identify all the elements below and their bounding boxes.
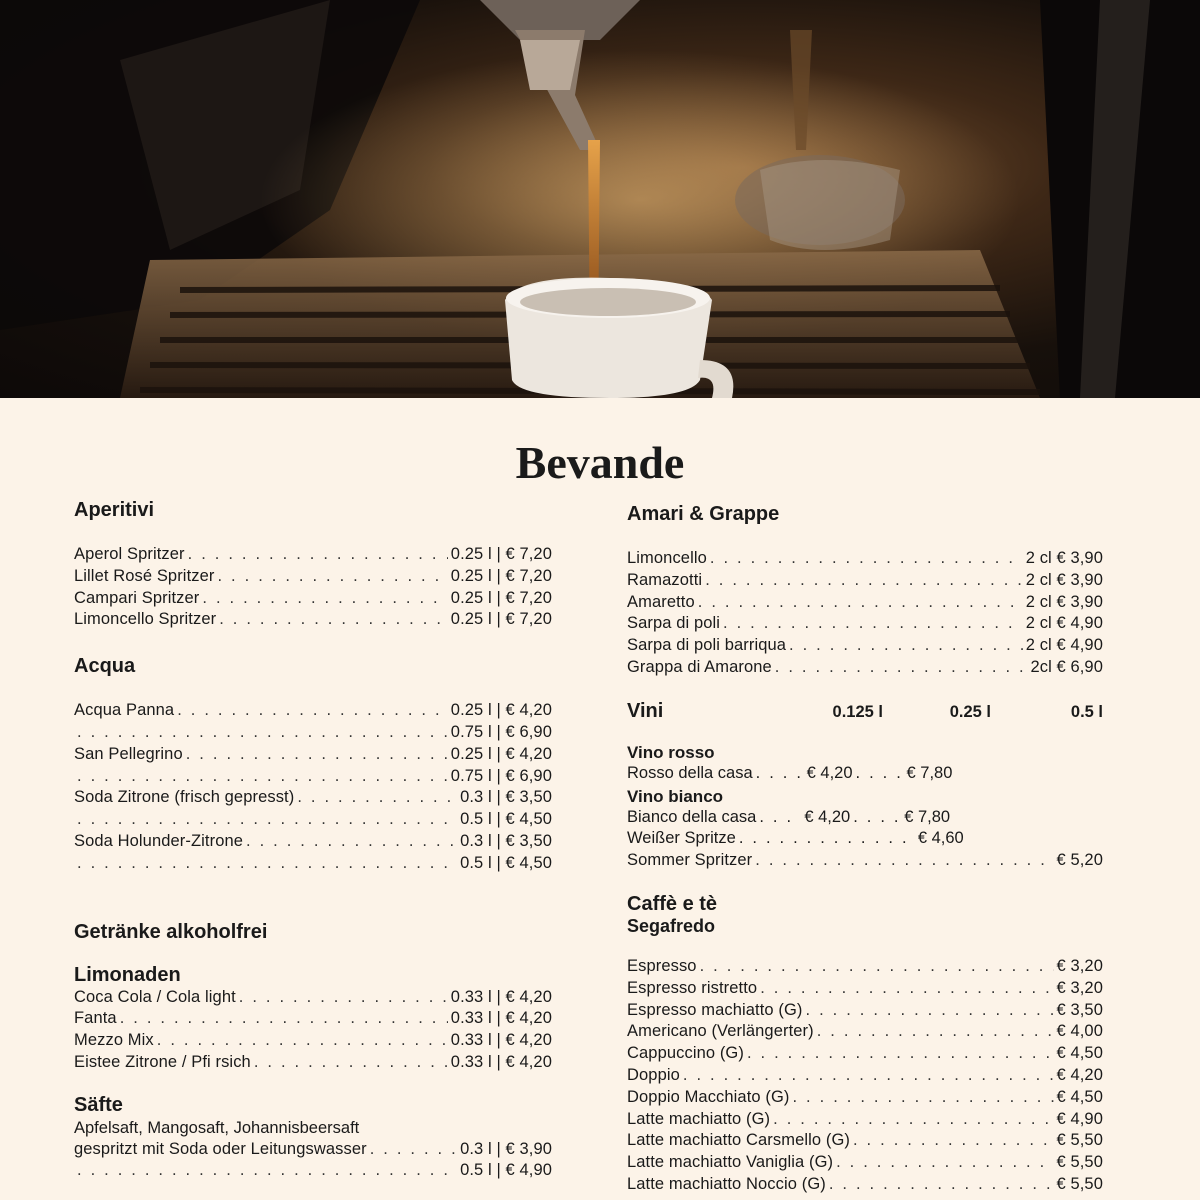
acqua-list <box>74 701 552 875</box>
section-acqua-heading: Acqua <box>74 655 136 678</box>
leader-dots <box>856 764 904 783</box>
item-name: Doppio Macchiato (G) <box>627 1087 790 1106</box>
item-price: € 3,20 <box>1056 978 1103 997</box>
menu-item <box>627 1153 1103 1175</box>
menu-item <box>627 593 1103 615</box>
item-price: 0.5 l | € 4,50 <box>460 810 552 829</box>
item-price: € 5,50 <box>1056 1153 1103 1172</box>
item-price-0125: € 4,20 <box>806 763 853 782</box>
vini-col-05: 0.5 l <box>1070 702 1103 721</box>
leader-dots <box>710 549 1023 568</box>
menu-item <box>627 957 1103 979</box>
item-name: Latte machiatto Vaniglia (G) <box>627 1153 834 1172</box>
menu-item <box>627 1022 1103 1044</box>
item-price: € 5,50 <box>1056 1174 1103 1193</box>
leader-dots <box>853 1131 1054 1150</box>
item-price: 0.75 l | € 6,90 <box>450 722 552 741</box>
item-name: Espresso ristretto <box>627 978 758 997</box>
menu-item <box>74 854 552 876</box>
menu-item <box>74 567 552 589</box>
vino-bianco-heading: Vino bianco <box>627 786 724 806</box>
menu-item <box>627 571 1103 593</box>
leader-dots <box>723 614 1023 633</box>
page-title: Bevande <box>515 437 685 488</box>
item-price: € 4,50 <box>1056 1044 1103 1063</box>
menu-item <box>627 829 1103 851</box>
section-aperitivi-heading: Aperitivi <box>74 499 155 521</box>
item-price: 2 cl € 3,90 <box>1025 592 1103 611</box>
item-price: 0.3 l | € 3,50 <box>460 831 552 850</box>
saefte-description: Apfelsaft, Mangosaft, Johannisbeersaft <box>74 1118 360 1137</box>
leader-dots <box>789 636 1023 655</box>
aperitivi-list <box>74 545 552 632</box>
item-price: 0.75 l | € 6,90 <box>450 766 552 785</box>
section-saefte-heading: Säfte <box>74 1093 123 1116</box>
item-name: Latte machiatto Noccio (G) <box>627 1174 826 1193</box>
item-price: 2 cl € 4,90 <box>1025 636 1103 655</box>
item-name: Espresso machiatto (G) <box>627 1000 803 1019</box>
item-price: € 5,20 <box>1056 851 1103 870</box>
leader-dots <box>120 1009 448 1028</box>
menu-item <box>627 1175 1103 1197</box>
leader-dots <box>756 764 804 783</box>
item-name: Bianco della casa <box>627 807 757 826</box>
leader-dots <box>217 567 447 586</box>
item-name: Limoncello <box>627 549 707 567</box>
leader-dots <box>700 957 1054 976</box>
item-name: Sarpa di poli <box>627 614 721 633</box>
menu-item <box>627 1110 1103 1132</box>
menu-item <box>74 745 552 767</box>
leader-dots <box>77 1161 457 1180</box>
leader-dots <box>77 767 448 786</box>
item-price: € 4,20 <box>1056 1065 1103 1084</box>
item-price: 0.33 l | € 4,20 <box>450 987 552 1006</box>
caffe-list <box>627 957 1103 1197</box>
menu-item <box>627 808 1103 830</box>
item-price: € 4,90 <box>1056 1109 1103 1128</box>
menu-item <box>74 723 552 745</box>
item-price: 0.33 l | € 4,20 <box>450 1009 552 1028</box>
item-name: Ramazotti <box>627 570 703 589</box>
menu-item <box>627 764 1103 786</box>
menu-item <box>627 1088 1103 1110</box>
item-price-0125: € 4,20 <box>804 807 851 826</box>
item-price-025: € 4,60 <box>917 829 964 848</box>
item-price: 0.25 l | € 7,20 <box>450 566 552 585</box>
menu-item <box>74 1161 552 1183</box>
item-price: 0.25 l | € 7,20 <box>450 588 552 607</box>
menu-item <box>74 1009 552 1031</box>
item-price: 0.3 l | € 3,90 <box>460 1139 552 1158</box>
menu-item <box>74 767 552 789</box>
item-name: Soda Holunder-Zitrone <box>74 831 244 850</box>
item-name: Doppio <box>627 1065 680 1084</box>
leader-dots <box>773 1110 1053 1129</box>
item-name: gespritzt mit Soda oder Leitungswasser <box>74 1139 367 1158</box>
menu-item <box>627 851 1103 873</box>
item-name: Fanta <box>74 1009 117 1028</box>
item-price: 0.25 l | € 4,20 <box>450 744 552 763</box>
leader-dots <box>775 658 1028 677</box>
leader-dots <box>705 571 1023 590</box>
leader-dots <box>77 854 457 873</box>
item-name: Mezzo Mix <box>74 1031 154 1050</box>
item-price-025: € 7,80 <box>906 763 953 782</box>
menu-item <box>627 979 1103 1001</box>
leader-dots <box>755 851 1053 870</box>
leader-dots <box>254 1053 448 1072</box>
leader-dots <box>806 1001 1054 1020</box>
item-name: Grappa di Amarone <box>627 657 772 676</box>
leader-dots <box>683 1066 1054 1085</box>
leader-dots <box>297 788 457 807</box>
leader-dots <box>853 808 901 827</box>
item-name: Lillet Rosé Spritzer <box>74 566 215 585</box>
menu-item <box>627 614 1103 636</box>
leader-dots <box>792 1088 1053 1107</box>
item-name: Limoncello Spritzer <box>74 610 217 629</box>
item-name: Soda Zitrone (frisch gepresst) <box>74 788 295 807</box>
item-name: Sarpa di poli barriqua <box>627 636 787 655</box>
item-name: Eistee Zitrone / Pfi rsich <box>74 1052 251 1071</box>
leader-dots <box>759 808 801 827</box>
item-name: Americano (Verlängerter) <box>627 1022 814 1041</box>
item-name: Aperol Spritzer <box>74 545 185 563</box>
leader-dots <box>186 745 448 764</box>
menu-item <box>627 1131 1103 1153</box>
item-name: Amaretto <box>627 592 695 611</box>
limonaden-list <box>74 988 552 1075</box>
menu-item <box>74 545 552 567</box>
hero-espresso-photo <box>0 0 1200 398</box>
leader-dots <box>698 593 1023 612</box>
menu-item <box>74 1140 552 1162</box>
vini-col-025: 0.25 l <box>949 702 991 721</box>
leader-dots <box>177 701 448 720</box>
section-caffe-subheading: Segafredo <box>627 915 716 936</box>
item-price: 0.33 l | € 4,20 <box>450 1031 552 1050</box>
leader-dots <box>188 545 448 564</box>
section-caffe-heading: Caffè e tè <box>627 892 718 915</box>
menu-item <box>74 788 552 810</box>
item-price: 2 cl € 3,90 <box>1025 549 1103 567</box>
item-price: 2 cl € 4,90 <box>1025 614 1103 633</box>
menu-item <box>74 1031 552 1053</box>
menu-item <box>627 549 1103 571</box>
item-price: 0.5 l | € 4,50 <box>460 853 552 872</box>
leader-dots <box>77 810 457 829</box>
leader-dots <box>817 1022 1054 1041</box>
menu-item <box>74 810 552 832</box>
leader-dots <box>370 1140 457 1159</box>
item-name: Latte machiatto Carsmello (G) <box>627 1131 850 1150</box>
item-name: Espresso <box>627 956 697 975</box>
menu-item <box>74 589 552 611</box>
leader-dots <box>77 723 448 742</box>
item-name: Latte machiatto (G) <box>627 1109 771 1128</box>
saefte-list <box>74 1140 552 1184</box>
menu-item <box>627 1066 1103 1088</box>
menu-item <box>74 701 552 723</box>
left-column <box>74 497 552 1183</box>
item-price: 0.25 l | € 4,20 <box>450 701 552 720</box>
item-name: Weißer Spritze <box>627 829 736 848</box>
menu-item <box>627 1044 1103 1066</box>
section-vini-heading: Vini <box>627 699 664 722</box>
leader-dots <box>739 829 869 848</box>
section-amari-heading: Amari & Grappe <box>627 503 780 525</box>
vino-rosso-heading: Vino rosso <box>627 742 715 762</box>
item-name: San Pellegrino <box>74 744 183 763</box>
leader-dots <box>829 1175 1054 1194</box>
item-price: 0.5 l | € 4,90 <box>460 1161 552 1180</box>
amari-list <box>627 549 1103 680</box>
leader-dots <box>836 1153 1053 1172</box>
section-alkoholfrei-heading: Getränke alkoholfrei <box>74 920 268 943</box>
vini-col-0125: 0.125 l <box>832 702 883 721</box>
item-name: Cappuccino (G) <box>627 1044 744 1063</box>
leader-dots <box>760 979 1053 998</box>
menu-item <box>74 832 552 854</box>
item-price-025: € 7,80 <box>904 807 951 826</box>
menu-item <box>74 988 552 1010</box>
item-price: € 4,50 <box>1056 1087 1103 1106</box>
menu-item <box>627 658 1103 680</box>
item-price: 0.3 l | € 3,50 <box>460 788 552 807</box>
item-price: € 3,50 <box>1056 1000 1103 1019</box>
item-price: 2 cl € 3,90 <box>1025 570 1103 589</box>
item-price: 0.25 l | € 7,20 <box>450 610 552 629</box>
leader-dots <box>875 829 915 848</box>
menu-item <box>627 1001 1103 1023</box>
leader-dots <box>747 1044 1054 1063</box>
leader-dots <box>239 988 448 1007</box>
leader-dots <box>246 832 457 851</box>
item-name: Sommer Spritzer <box>627 851 753 870</box>
leader-dots <box>157 1031 448 1050</box>
item-price: € 3,20 <box>1056 956 1103 975</box>
item-price: 0.33 l | € 4,20 <box>450 1052 552 1071</box>
item-name: Coca Cola / Cola light <box>74 987 236 1006</box>
item-name: Campari Spritzer <box>74 588 200 607</box>
item-price: 2cl € 6,90 <box>1030 657 1103 676</box>
espresso-machine-illustration <box>0 0 1200 398</box>
leader-dots <box>202 589 447 608</box>
item-name: Rosso della casa <box>627 763 753 782</box>
menu-item <box>627 636 1103 658</box>
vini-header <box>627 698 1103 724</box>
section-limonaden-heading: Limonaden <box>74 963 181 986</box>
menu-item <box>74 610 552 632</box>
item-name: Acqua Panna <box>74 701 175 720</box>
item-price: 0.25 l | € 7,20 <box>450 545 552 563</box>
leader-dots <box>219 610 448 629</box>
item-price: € 4,00 <box>1056 1022 1103 1041</box>
right-column <box>627 501 1103 1197</box>
item-price: € 5,50 <box>1056 1131 1103 1150</box>
menu-item <box>74 1053 552 1075</box>
